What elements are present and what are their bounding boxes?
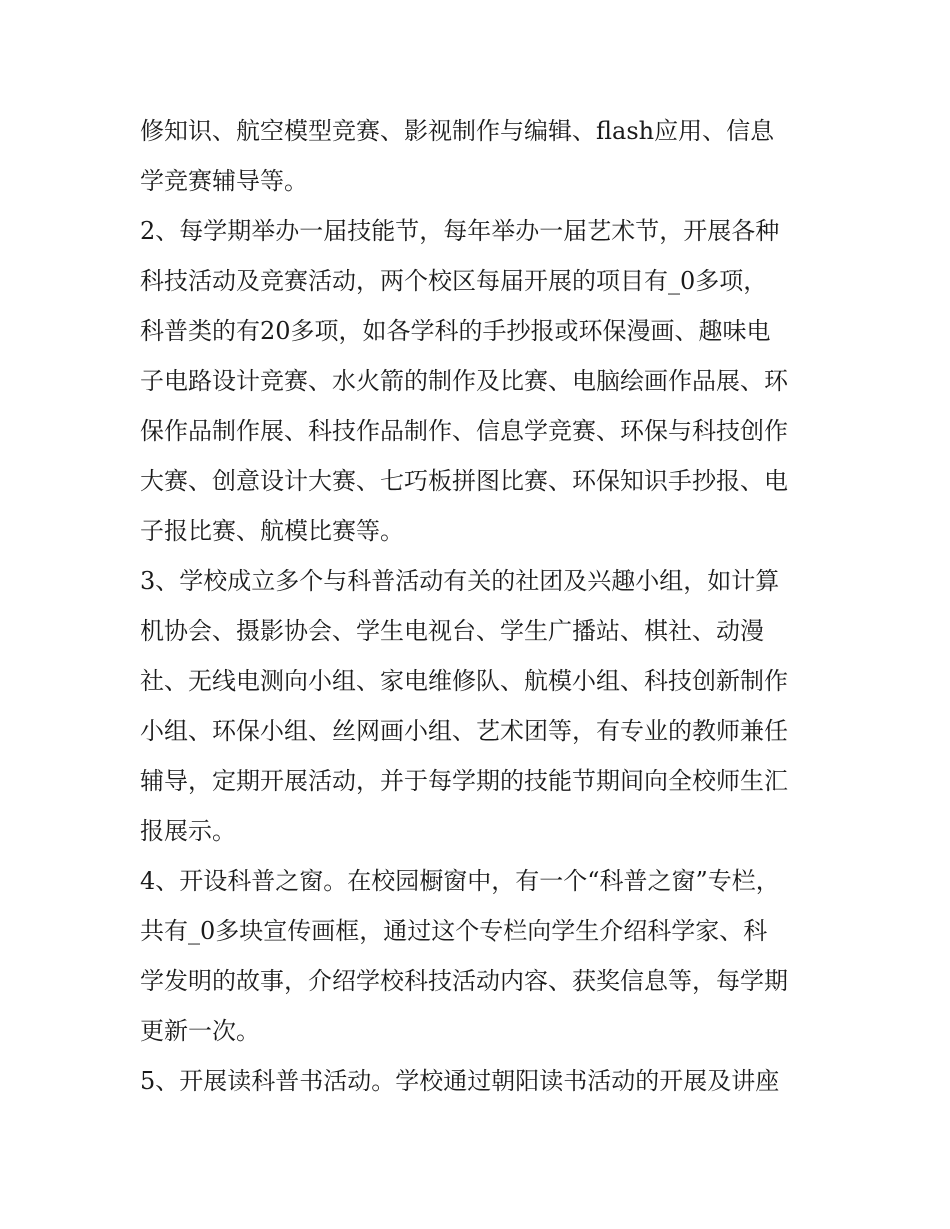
text-line: 子报比赛、航模比赛等。: [140, 517, 404, 545]
text-line: 小组、环保小组、丝网画小组、艺术团等，有专业的教师兼任: [140, 717, 788, 745]
text-line: 保作品制作展、科技作品制作、信息学竞赛、环保与科技创作: [140, 417, 788, 445]
text-line: 社、无线电测向小组、家电维修队、航模小组、科技创新制作: [140, 667, 788, 695]
text-line: 更新一次。: [140, 1017, 260, 1045]
text-line: 科技活动及竞赛活动，两个校区每届开展的项目有_0多项，: [140, 267, 768, 295]
text-line: 2、每学期举办一届技能节，每年举办一届艺术节，开展各种: [140, 217, 780, 245]
text-line: 3、学校成立多个与科普活动有关的社团及兴趣小组，如计算: [140, 567, 780, 595]
body-text: [140, 106, 820, 1106]
text-line: 4、开设科普之窗。在校园橱窗中，有一个“科普之窗”专栏，: [140, 867, 780, 895]
text-line: 科普类的有20多项，如各学科的手抄报或环保漫画、趣味电: [140, 317, 771, 345]
text-line: 报展示。: [140, 817, 236, 845]
text-line: 5、开展读科普书活动。学校通过朝阳读书活动的开展及讲座: [140, 1067, 780, 1095]
text-line: 学发明的故事，介绍学校科技活动内容、获奖信息等，每学期: [140, 967, 788, 995]
text-line: 辅导，定期开展活动，并于每学期的技能节期间向全校师生汇: [140, 767, 788, 795]
text-line: 子电路设计竞赛、水火箭的制作及比赛、电脑绘画作品展、环: [140, 367, 788, 395]
text-line: 修知识、航空模型竞赛、影视制作与编辑、flash应用、信息: [140, 117, 775, 145]
text-line: 共有_0多块宣传画框，通过这个专栏向学生介绍科学家、科: [140, 917, 768, 945]
text-line: 大赛、创意设计大赛、七巧板拼图比赛、环保知识手抄报、电: [140, 467, 788, 495]
text-line: 机协会、摄影协会、学生电视台、学生广播站、棋社、动漫: [140, 617, 764, 645]
text-line: 学竞赛辅导等。: [140, 167, 308, 195]
